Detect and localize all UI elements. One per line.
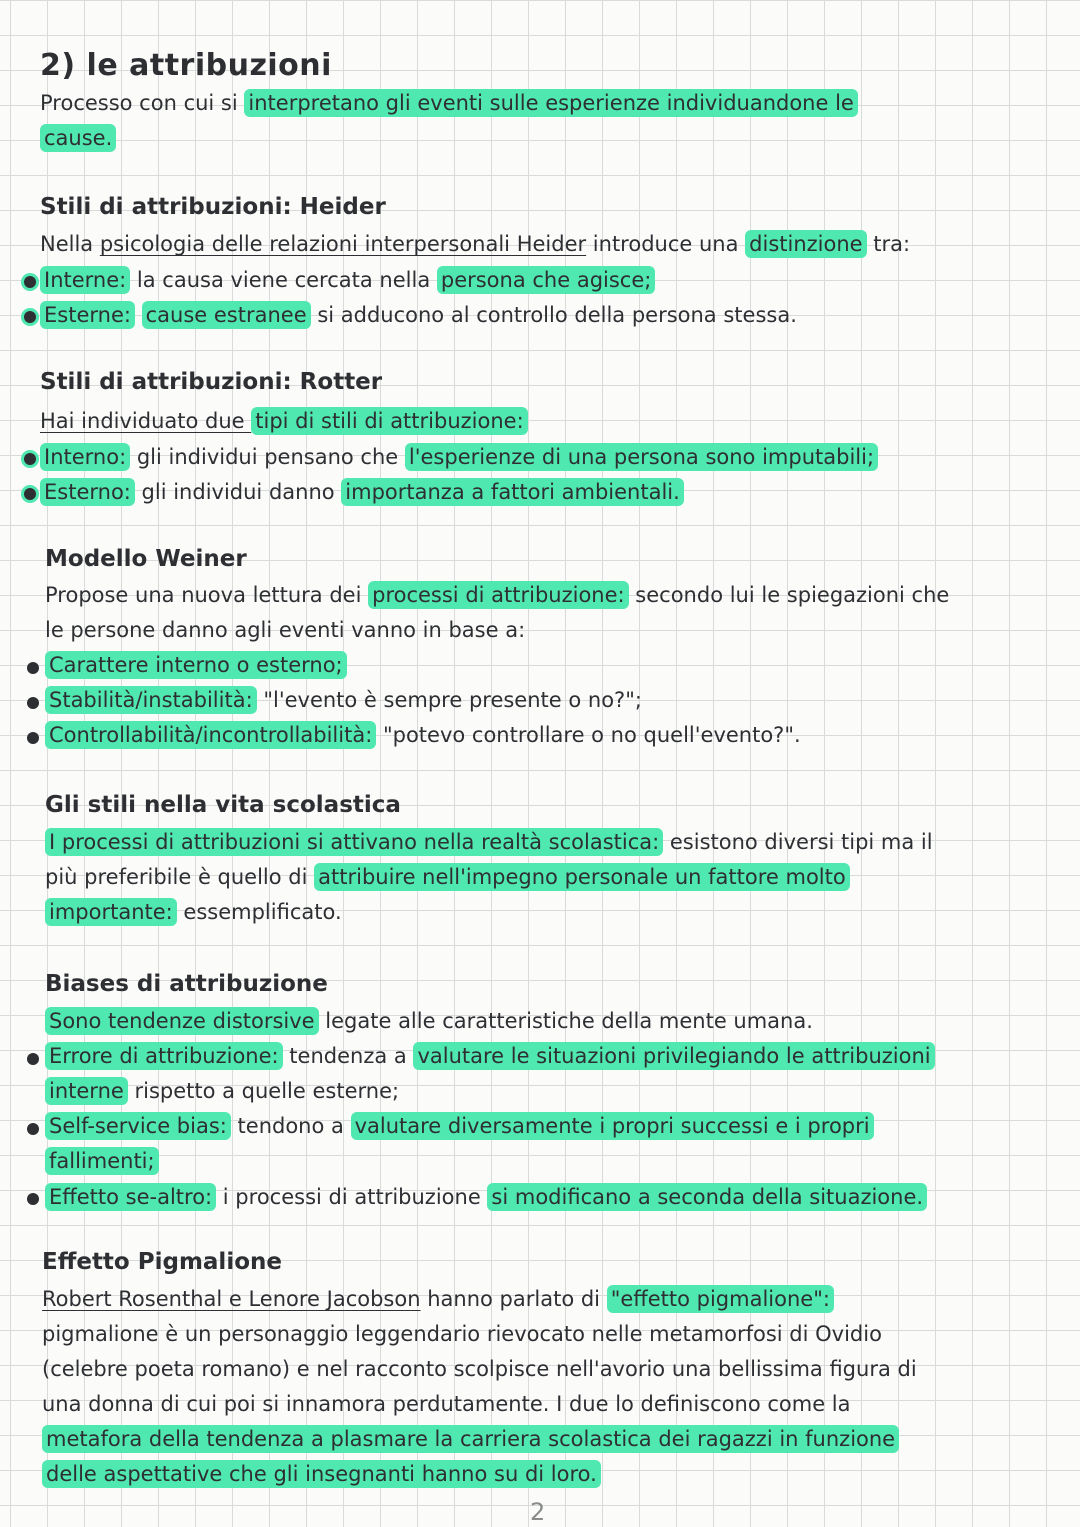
biases-intro: Sono tendenze distorsive legate alle caratteristiche della mente umana. — [45, 1004, 813, 1039]
bullet-icon — [24, 488, 36, 500]
pigmalione-heading: Effetto Pigmalione — [42, 1249, 282, 1275]
scuola-line-3: importante: essemplificato. — [45, 895, 342, 930]
biases-heading: Biases di attribuzione — [45, 971, 328, 997]
page-title: 2) le attribuzioni — [40, 48, 332, 83]
biases-bullet-selfservice: Self-service bias: tendono a valutare diversamente i propri successi e i propri — [45, 1109, 874, 1144]
biases-bullet-selfservice-cont: fallimenti; — [45, 1144, 159, 1179]
heider-intro: Nella psicologia delle relazioni interpersonali Heider introduce una distinzione tra: — [40, 232, 911, 256]
intro-line-1: Processo con cui si interpretano gli eventi sulle esperienze individuandone le — [40, 86, 858, 121]
heider-bullet-interne: Interne: la causa viene cercata nella persona che agisce; — [40, 263, 655, 298]
biases-bullet-errore: Errore di attribuzione: tendenza a valutare le situazioni privilegiando le attribuzioni — [45, 1039, 935, 1074]
weiner-bullet-stabilita: Stabilità/instabilità: "l'evento è sempre presente o no?"; — [45, 683, 642, 718]
weiner-line-2: le persone danno agli eventi vanno in base a: — [45, 618, 526, 642]
bullet-icon — [27, 1193, 39, 1205]
pigmalione-line-6: delle aspettative che gli insegnanti hanno su di loro. — [42, 1457, 601, 1492]
rotter-intro: Hai individuato due tipi di stili di attribuzione: — [40, 404, 528, 439]
bullet-icon — [27, 1053, 39, 1065]
bullet-icon — [27, 697, 39, 709]
pigmalione-line-3: (celebre poeta romano) e nel racconto scolpisce nell'avorio una bellissima figura di — [42, 1357, 917, 1381]
pigmalione-line-4: una donna di cui poi si innamora perdutamente. I due lo definiscono come la — [42, 1392, 851, 1416]
weiner-bullet-carattere: Carattere interno o esterno; — [45, 648, 347, 683]
bullet-icon — [27, 1123, 39, 1135]
intro-line-2: cause. — [40, 121, 116, 156]
biases-bullet-sealtro: Effetto se-altro: i processi di attribuzione si modificano a seconda della situazione. — [45, 1180, 927, 1215]
rotter-bullet-esterno: Esterno: gli individui danno importanza a fattori ambientali. — [40, 475, 684, 510]
biases-bullet-errore-cont: interne rispetto a quelle esterne; — [45, 1074, 399, 1109]
scuola-heading: Gli stili nella vita scolastica — [45, 792, 401, 818]
bullet-icon — [24, 311, 36, 323]
pigmalione-line-2: pigmalione è un personaggio leggendario rievocato nelle metamorfosi di Ovidio — [42, 1322, 882, 1346]
weiner-bullet-controllabilita: Controllabilità/incontrollabilità: "potevo controllare o no quell'evento?". — [45, 718, 801, 753]
weiner-line-1: Propose una nuova lettura dei processi di attribuzione: secondo lui le spiegazioni che — [45, 583, 950, 607]
page-number: 2 — [530, 1498, 546, 1526]
bullet-icon — [24, 453, 36, 465]
weiner-heading: Modello Weiner — [45, 546, 247, 572]
bullet-icon — [27, 732, 39, 744]
scuola-line-1: I processi di attribuzioni si attivano nella realtà scolastica: esistono diversi tipi ma il — [45, 825, 933, 860]
bullet-icon — [27, 662, 39, 674]
rotter-heading: Stili di attribuzioni: Rotter — [40, 369, 383, 395]
bullet-icon — [24, 276, 36, 288]
rotter-bullet-interno: Interno: gli individui pensano che l'esperienze di una persona sono imputabili; — [40, 440, 878, 475]
pigmalione-line-1: Robert Rosenthal e Lenore Jacobson hanno parlato di "effetto pigmalione": — [42, 1282, 834, 1317]
pigmalione-line-5: metafora della tendenza a plasmare la carriera scolastica dei ragazzi in funzione — [42, 1422, 899, 1457]
heider-heading: Stili di attribuzioni: Heider — [40, 194, 386, 220]
heider-bullet-esterne: Esterne: cause estranee si adducono al controllo della persona stessa. — [40, 298, 797, 333]
scuola-line-2: più preferibile è quello di attribuire nell'impegno personale un fattore molto — [45, 860, 850, 895]
